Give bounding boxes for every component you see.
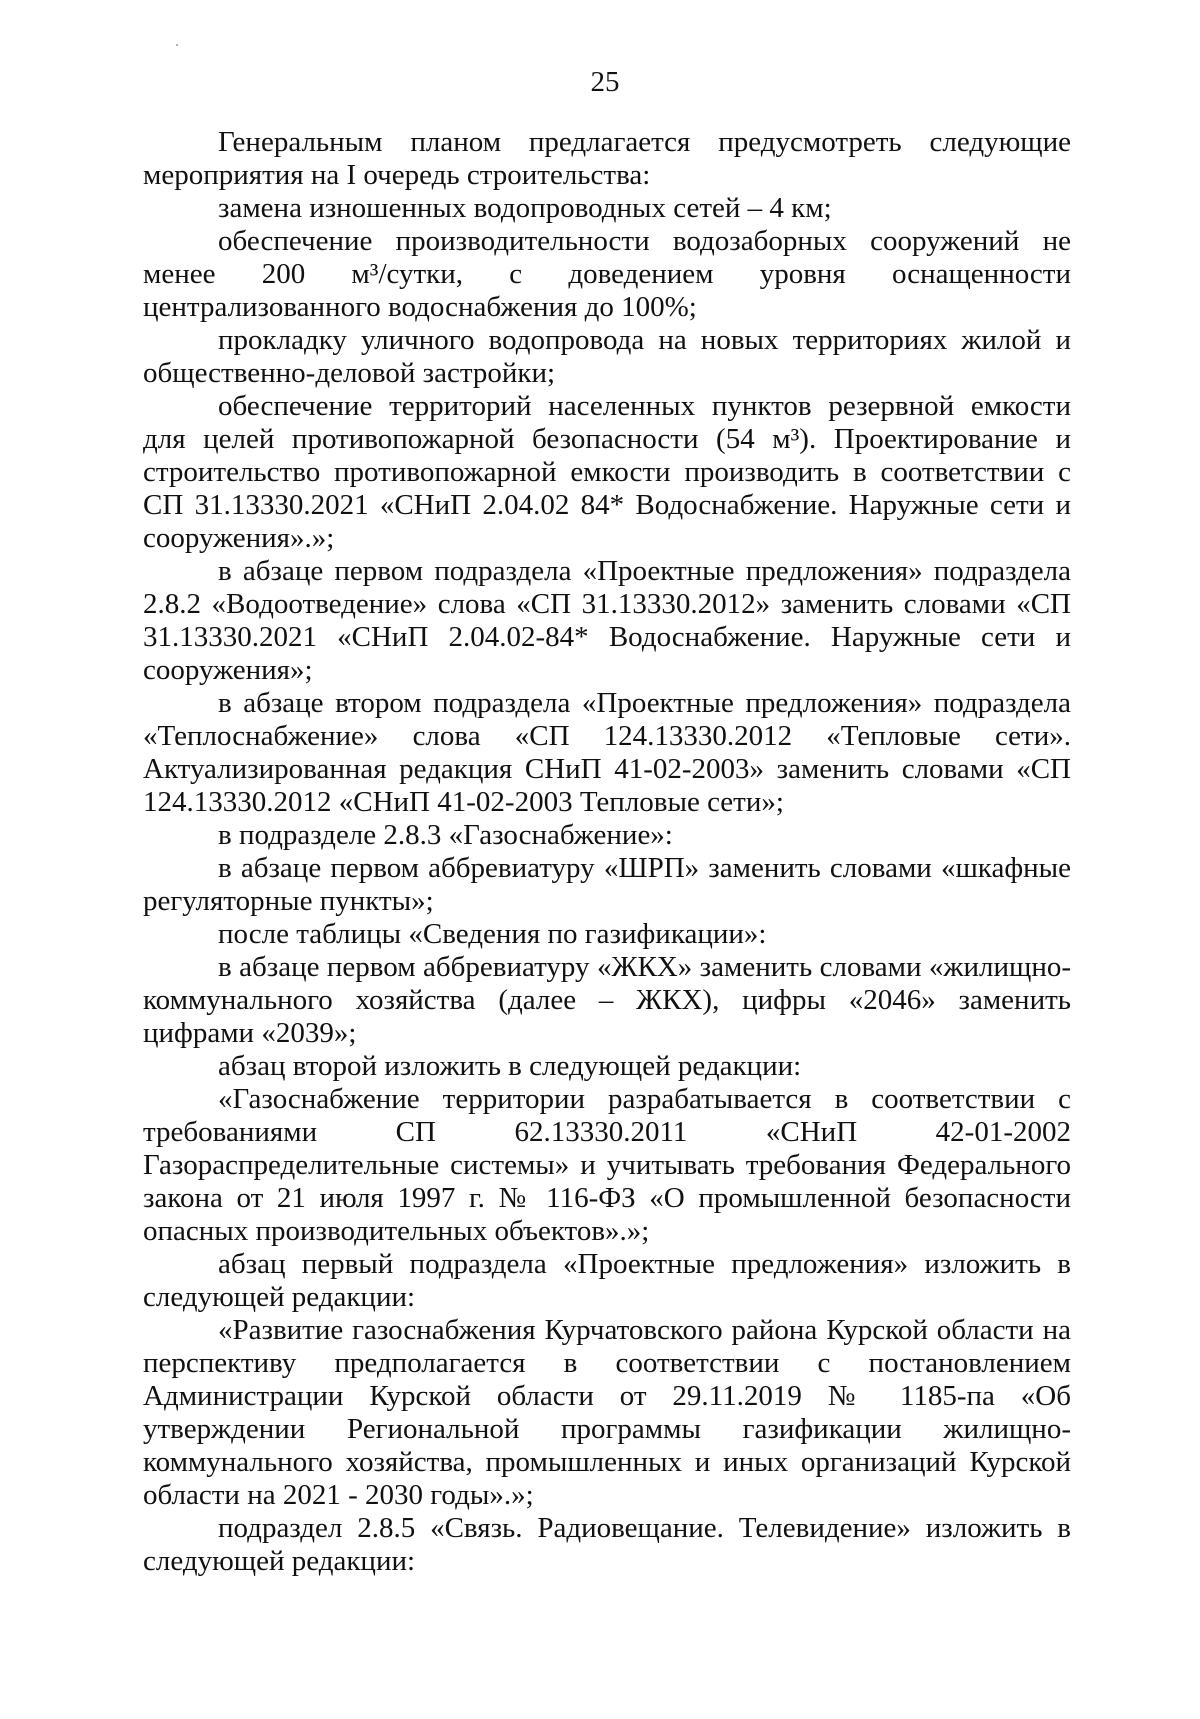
paragraph-4: прокладку уличного водопровода на новых территориях жилой и общественно-деловой застройки; [143, 324, 1071, 389]
paragraph-12: абзац второй изложить в следующей редакции: [218, 1050, 802, 1082]
paragraph-2: замена изношенных водопроводных сетей – 4 км; [218, 192, 832, 224]
scan-speck [176, 44, 178, 46]
paragraph-13: «Газоснабжение территории разрабатывается в соответствии с требованиями СП 62.13330.2011 «СНиП 42-01-2002 Газораспределительные системы» и учитывать требования Федерального закона от 21 июля 1997 г. № 116-ФЗ «О промышленной безопасности опасных производительных объектов».»; [143, 1083, 1071, 1247]
paragraph-5: обеспечение территорий населенных пунктов резервной емкости для целей противопожарной безопасности (54 м³). Проектирование и строительство противопожарной емкости производить в соответствии с СП 31.13330.2021 «СНиП 2.04.02 84* Водоснабжение. Наружные сети и сооружения».»; [143, 390, 1071, 554]
paragraph-10: после таблицы «Сведения по газификации»: [218, 918, 767, 950]
paragraph-1: Генеральным планом предлагается предусмотреть следующие мероприятия на I очередь строительства: [143, 126, 1071, 191]
paragraph-15: «Развитие газоснабжения Курчатовского района Курской области на перспективу предполагается в соответствии с постановлением Администрации Курской области от 29.11.2019 № 1185-па «Об утверждении Региональной программы газификации жилищно-коммунального хозяйства, промышленных и иных организаций Курской области на 2021 - 2030 годы».»; [143, 1314, 1071, 1511]
document-body [143, 126, 1071, 1578]
paragraph-6: в абзаце первом подраздела «Проектные предложения» подраздела 2.8.2 «Водоотведение» слова «СП 31.13330.2012» заменить словами «СП 31.13330.2021 «СНиП 2.04.02-84* Водоснабжение. Наружные сети и сооружения»; [143, 555, 1071, 686]
paragraph-7: в абзаце втором подраздела «Проектные предложения» подраздела «Теплоснабжение» слова «СП 124.13330.2012 «Тепловые сети». Актуализированная редакция СНиП 41-02-2003» заменить словами «СП 124.13330.2012 «СНиП 41-02-2003 Тепловые сети»; [143, 687, 1071, 818]
page-number: 25 [590, 66, 620, 98]
paragraph-8: в подразделе 2.8.3 «Газоснабжение»: [218, 819, 673, 851]
paragraph-16: подраздел 2.8.5 «Связь. Радиовещание. Телевидение» изложить в следующей редакции: [143, 1512, 1071, 1577]
paragraph-3: обеспечение производительности водозаборных сооружений не менее 200 м³/сутки, с доведением уровня оснащенности централизованного водоснабжения до 100%; [143, 225, 1071, 323]
paragraph-9: в абзаце первом аббревиатуру «ШРП» заменить словами «шкафные регуляторные пункты»; [143, 852, 1071, 917]
paragraph-14: абзац первый подраздела «Проектные предложения» изложить в следующей редакции: [143, 1248, 1071, 1313]
paragraph-11: в абзаце первом аббревиатуру «ЖКХ» заменить словами «жилищно-коммунального хозяйства (далее – ЖКХ), цифры «2046» заменить цифрами «2039»; [143, 951, 1071, 1049]
